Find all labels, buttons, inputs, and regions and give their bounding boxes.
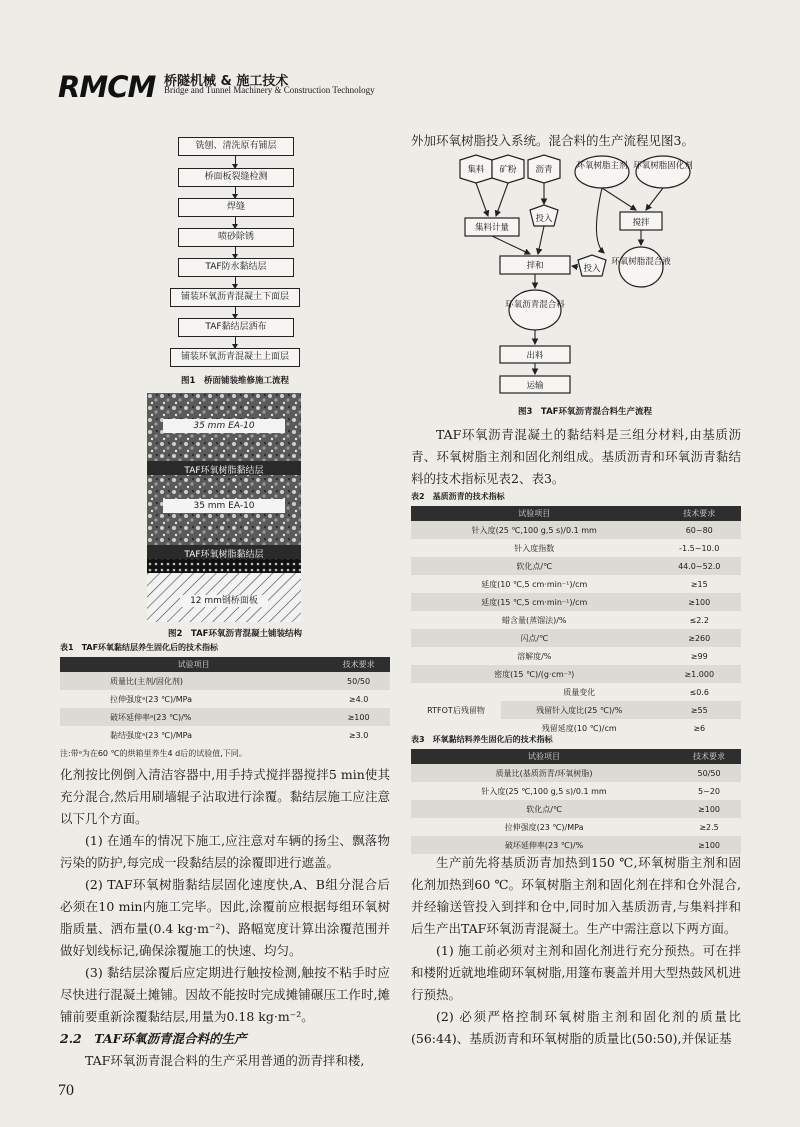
table-cell: ≥6 — [657, 719, 741, 737]
table-header: 试验项目 — [60, 657, 327, 672]
table-cell: 破坏延伸率(23 ℃)/% — [411, 836, 677, 854]
table-cell: ≤0.6 — [657, 683, 741, 701]
node-aggregate: 集料 — [467, 165, 485, 175]
node-resin-main: 环氧树脂主剂 — [576, 161, 628, 171]
table1-note: 注:带ᵃ为在60 ℃的烘箱里养生4 d后的试验值,下同。 — [60, 749, 247, 758]
paragraph: (2) 必须严格控制环氧树脂主剂和固化剂的质量比(56:44)、基质沥青和环氧树脂的质量比(50:50),并保证基 — [411, 1009, 741, 1046]
right-text-1 — [411, 424, 741, 490]
table3-title: 表3 环氧黏结料养生固化后的技术指标 — [411, 735, 553, 744]
flow-step: 桥面板裂缝检测 — [178, 168, 294, 187]
table-cell: 质量变化 — [501, 683, 657, 701]
paragraph: (1) 施工前必须对主剂和固化剂进行充分预热。可在拌和楼附近就地堆砌环氧树脂,用篷布裹盖并用大型热鼓风机进行预热。 — [411, 943, 741, 1002]
section-heading: 2.2 TAF环氧沥青混合料的生产 — [60, 1031, 247, 1046]
table-cell: ≥100 — [677, 800, 741, 818]
table-cell: 延度(15 ℃,5 cm·min⁻¹)/cm — [411, 593, 657, 611]
table-cell: 针入度(25 ℃,100 g,5 s)/0.1 mm — [411, 521, 657, 539]
node-mixture: 环氧沥青混合料 — [505, 300, 565, 310]
flow-step: 喷砂除锈 — [178, 228, 294, 247]
table-header: 试验项目 — [411, 506, 657, 521]
fig3-flowchart — [440, 150, 740, 400]
table-cell: 软化点/℃ — [411, 800, 677, 818]
table-cell: 质量比(基质沥青/环氧树脂) — [411, 764, 677, 782]
fig3-caption: 图3 TAF环氧沥青混合料生产流程 — [518, 407, 652, 417]
fig2-structure — [147, 393, 301, 622]
right-intro — [411, 130, 741, 152]
journal-title-en: Bridge and Tunnel Machinery & Construction Technology — [164, 85, 375, 95]
table3 — [411, 749, 741, 854]
flow-step: TAF防水黏结层 — [178, 258, 294, 277]
table-cell: 质量比(主剂/固化剂) — [60, 672, 327, 690]
table-cell: ≥100 — [327, 708, 390, 726]
layer-label: 35 mm EA-10 — [163, 499, 284, 513]
table-cell: ≥100 — [657, 593, 741, 611]
table-cell: ≤2.2 — [657, 611, 741, 629]
node-metering: 集料计量 — [474, 223, 510, 233]
table-cell: ≥3.0 — [327, 726, 390, 744]
table-cell: 44.0~52.0 — [657, 557, 741, 575]
table-cell: 延度(10 ℃,5 cm·min⁻¹)/cm — [411, 575, 657, 593]
paragraph: 外加环氧树脂投入系统。混合料的生产流程见图3。 — [411, 133, 694, 148]
table-cell: 蜡含量(蒸馏法)/% — [411, 611, 657, 629]
paragraph: 生产前先将基质沥青加热到150 ℃,环氧树脂主剂和固化剂加热到60 ℃。环氧树脂主剂和固化剂在拌和仓外混合,并经输送管投入到拌和仓中,同时加入基质沥青,与集料拌和后生产出TAF环氧沥青混凝土。生产中需注意以下两方面。 — [411, 855, 741, 936]
table-cell: ≥100 — [677, 836, 741, 854]
table1 — [60, 657, 390, 744]
left-column-text — [60, 764, 390, 1072]
table-cell: 破坏延伸率ᵃ(23 ℃)/% — [60, 708, 327, 726]
table-cell: ≥260 — [657, 629, 741, 647]
flow-step: 铣刨、清洗原有铺层 — [178, 137, 294, 156]
fig1-caption: 图1 桥面铺装维修施工流程 — [181, 376, 289, 386]
node-transport: 运输 — [526, 381, 544, 391]
table-cell: ≥1.000 — [657, 665, 741, 683]
table-cell: 残留针入度比(25 ℃)/% — [501, 701, 657, 719]
table-header: 技术要求 — [327, 657, 390, 672]
node-resin-mixture: 环氧树脂混合液 — [611, 257, 671, 267]
paragraph: TAF环氧沥青混合料的生产采用普通的沥青拌和楼, — [85, 1053, 365, 1068]
paragraph: 化剂按比例倒入清洁容器中,用手持式搅拌器搅拌5 min使其充分混合,然后用刷墙辊子沾取进行涂覆。黏结层施工应注意以下几个方面。 — [60, 767, 390, 826]
table-cell: 闪点/℃ — [411, 629, 657, 647]
node-input: 投入 — [535, 214, 553, 224]
flow-step: 铺装环氧沥青混凝土上面层 — [170, 348, 300, 367]
table-cell: ≥15 — [657, 575, 741, 593]
table-cell: 60~80 — [657, 521, 741, 539]
table2-title: 表2 基质沥青的技术指标 — [411, 492, 505, 501]
layer-label: 35 mm EA-10 — [163, 419, 284, 433]
flow-step: TAF黏结层洒布 — [178, 318, 294, 337]
page-number: 70 — [58, 1082, 74, 1099]
table-cell: 拉伸强度(23 ℃)/MPa — [411, 818, 677, 836]
table-cell: 软化点/℃ — [411, 557, 657, 575]
table-cell: 密度(15 ℃)/(g·cm⁻³) — [411, 665, 657, 683]
journal-title-cn: 桥隧机械 & 施工技术 — [164, 74, 289, 89]
table-header: 技术要求 — [677, 749, 741, 764]
table-cell: ≥2.5 — [677, 818, 741, 836]
paragraph: (3) 黏结层涂覆后应定期进行触按检测,触按不粘手时应尽快进行混凝土摊铺。因故不能按时完成摊铺碾压工作时,摊铺前要重新涂覆黏结层,用量为0.18 kg·m⁻²。 — [60, 965, 390, 1024]
table-header: 技术要求 — [657, 506, 741, 521]
table-cell: 拉伸强度ᵃ(23 ℃)/MPa — [60, 690, 327, 708]
node-discharge: 出料 — [526, 351, 544, 361]
flow-step: 铺装环氧沥青混凝土下面层 — [170, 288, 300, 307]
layer-label: 12 mm钢桥面板 — [180, 595, 268, 607]
table-cell: 5~20 — [677, 782, 741, 800]
flow-step: 焊缝 — [178, 198, 294, 217]
node-stirring: 搅拌 — [632, 218, 650, 228]
paragraph: (1) 在通车的情况下施工,应注意对车辆的扬尘、飘落物污染的防护,每完成一段黏结层的涂覆即进行遮盖。 — [60, 833, 390, 870]
paragraph: (2) TAF环氧树脂黏结层固化速度快,A、B组分混合后必须在10 min内施工完毕。因此,涂覆前应根据每组环氧树脂质量、洒布量(0.4 kg·m⁻²)、路幅宽度计算出涂覆范围并做好划线标记,确保涂覆施工的快速、均匀。 — [60, 877, 390, 958]
table-cell: ≥4.0 — [327, 690, 390, 708]
layer-label: TAF环氧树脂黏结层 — [184, 550, 264, 560]
table-cell: ≥55 — [657, 701, 741, 719]
layer-label: TAF环氧树脂黏结层 — [184, 466, 264, 476]
paragraph: TAF环氧沥青混凝土的黏结料是三组分材料,由基质沥青、环氧树脂主剂和固化剂组成。基质沥青和环氧沥青黏结料的技术指标见表2、表3。 — [411, 427, 741, 486]
table-cell: 黏结强度ᵃ(23 ℃)/MPa — [60, 726, 327, 744]
table-cell: 残留延度(10 ℃)/cm — [501, 719, 657, 737]
fig2-caption: 图2 TAF环氧沥青混凝土铺装结构 — [168, 629, 302, 639]
node-asphalt: 沥青 — [535, 165, 553, 175]
node-mixing: 拌和 — [526, 261, 544, 271]
table-cell: 溶解度/% — [411, 647, 657, 665]
table1-title: 表1 TAF环氧黏结层养生固化后的技术指标 — [60, 643, 219, 652]
table-header: 试验项目 — [411, 749, 677, 764]
table-cell: RTFOT后残留物 — [411, 683, 501, 737]
node-resin-hardener: 环氧树脂固化剂 — [633, 161, 693, 171]
table-cell: 50/50 — [327, 672, 390, 690]
table-cell: 针入度(25 ℃,100 g,5 s)/0.1 mm — [411, 782, 677, 800]
node-input: 投入 — [583, 264, 601, 274]
table-cell: -1.5~10.0 — [657, 539, 741, 557]
table-cell: ≥99 — [657, 647, 741, 665]
node-mineral-powder: 矿粉 — [499, 165, 517, 175]
table-cell: 50/50 — [677, 764, 741, 782]
right-text-2 — [411, 852, 741, 1050]
table2 — [411, 506, 741, 737]
table-cell: 针入度指数 — [411, 539, 657, 557]
journal-logo: RMCM — [58, 70, 156, 104]
